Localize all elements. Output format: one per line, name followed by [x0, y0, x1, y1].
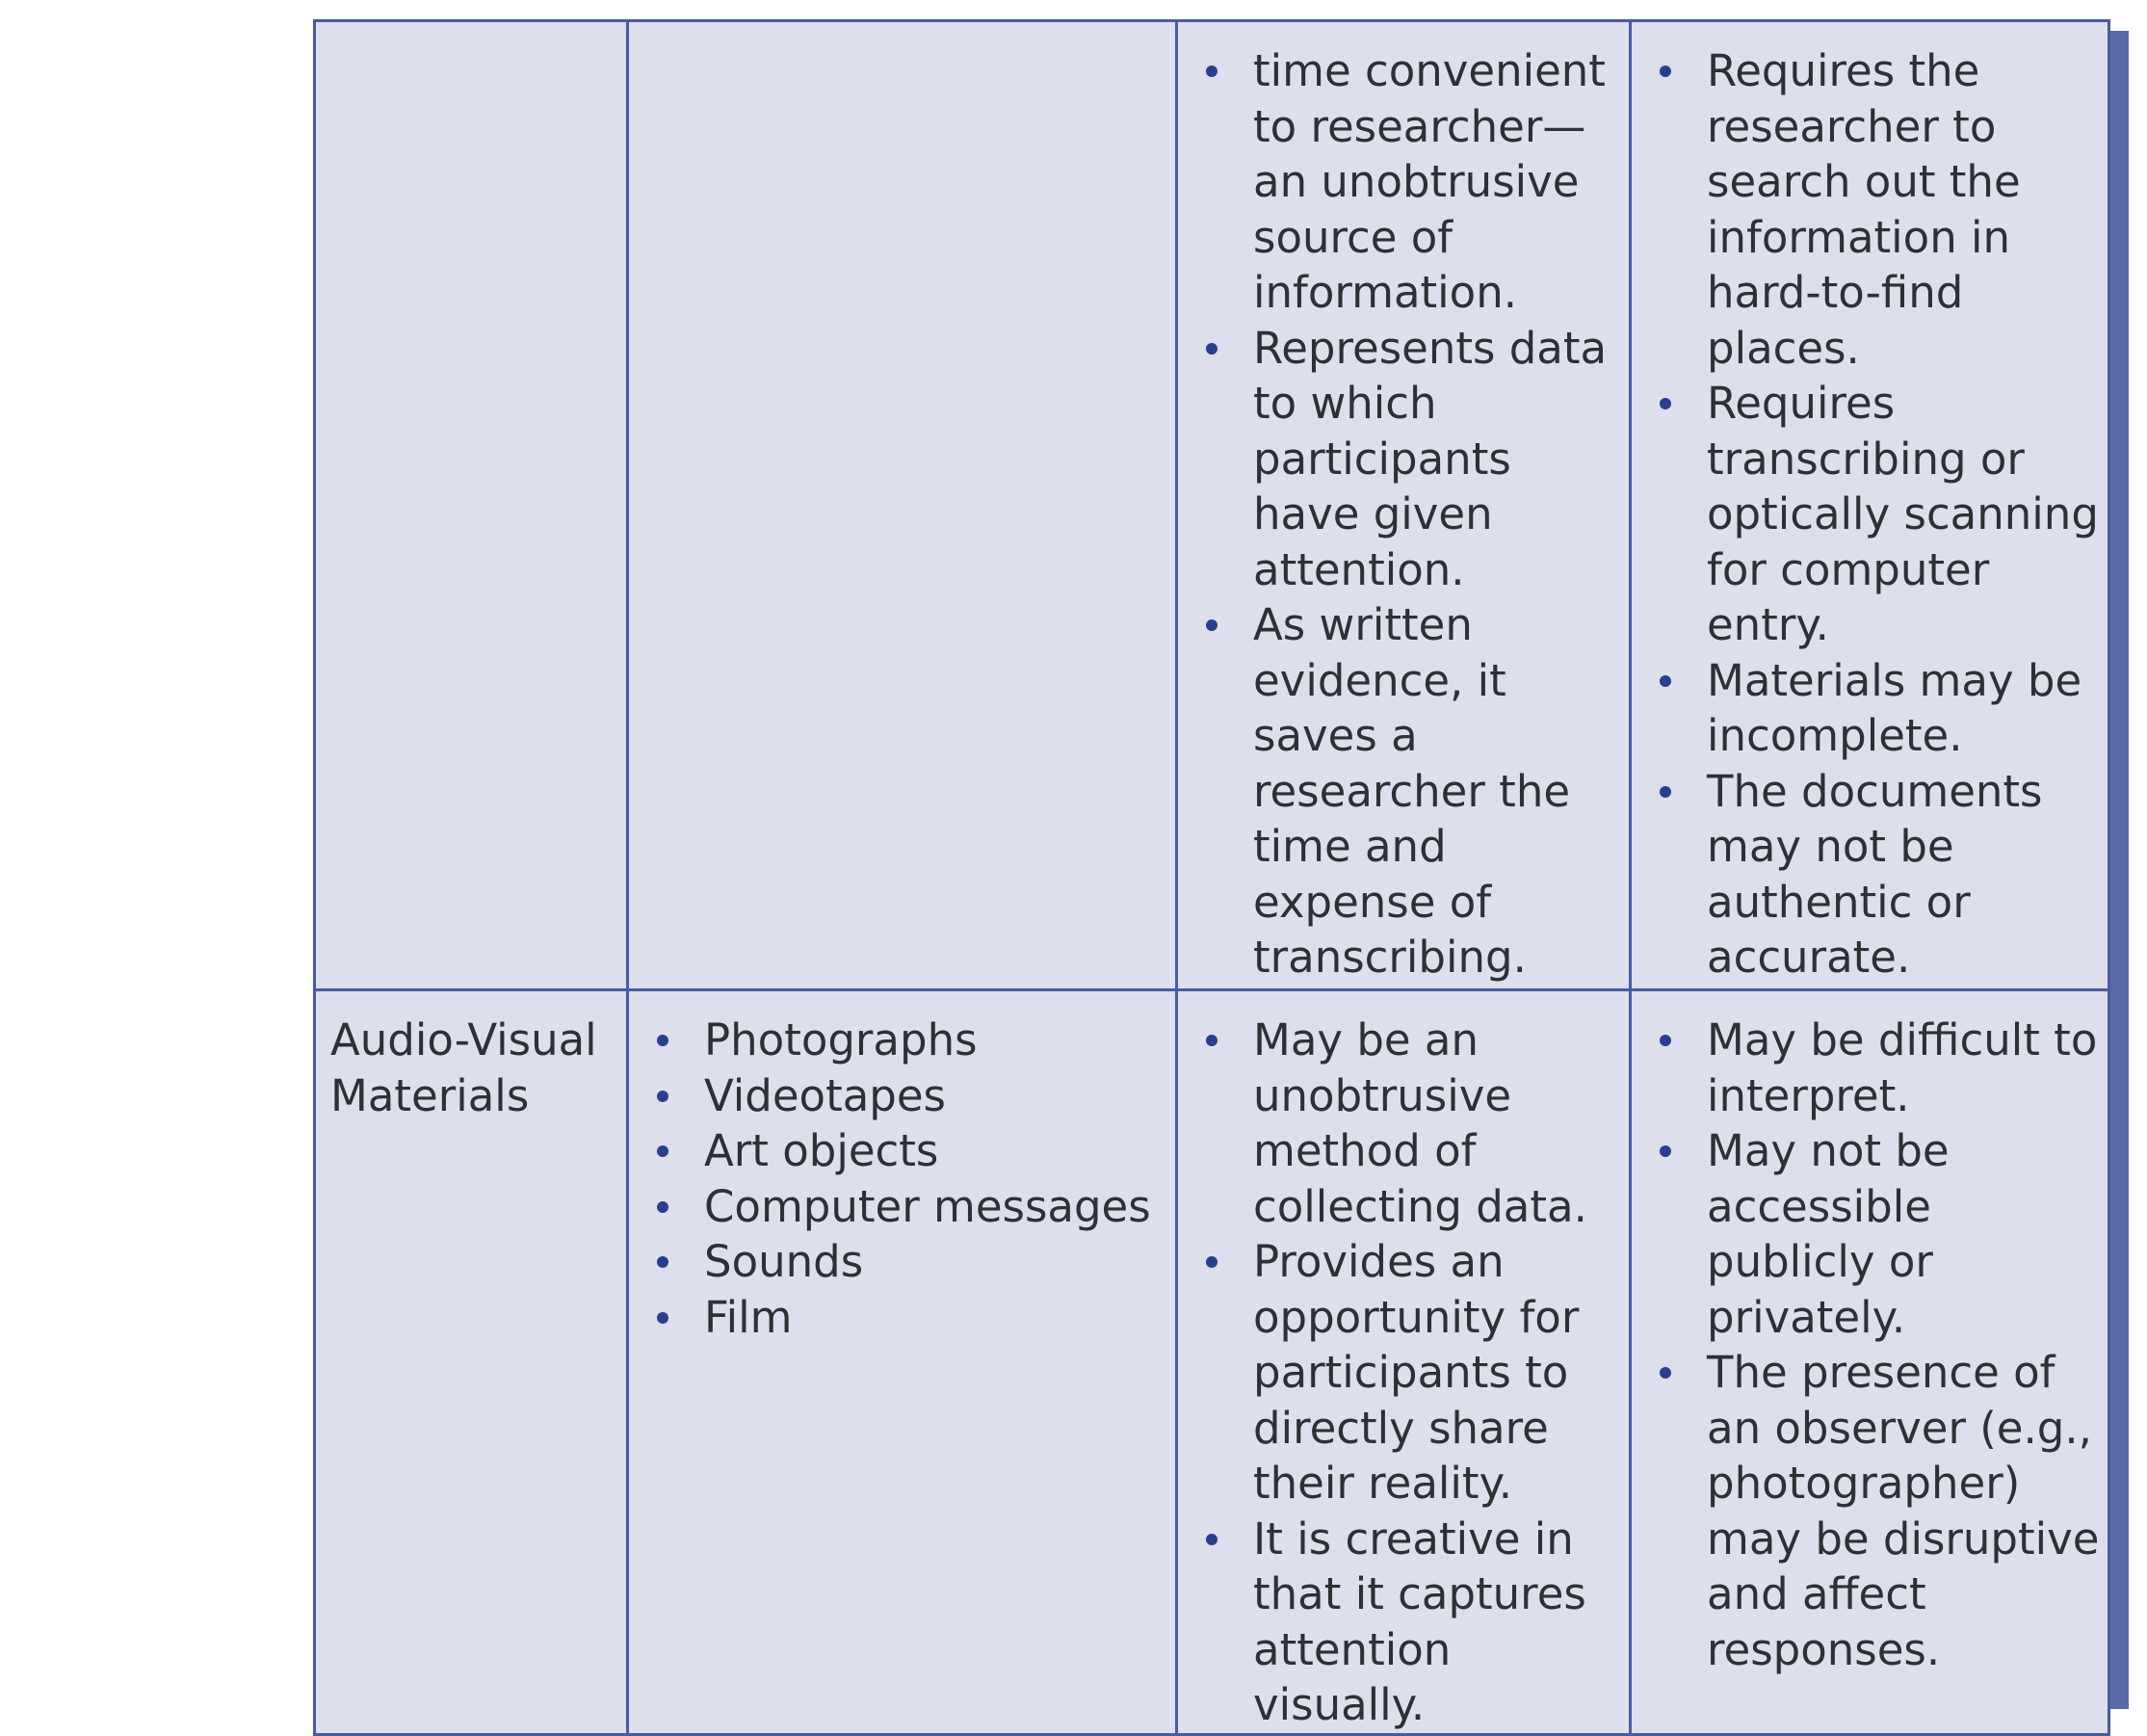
- list-item-text: Sounds: [704, 1236, 864, 1287]
- list-item: [643, 1068, 1165, 1124]
- limitations-cell: [1631, 21, 2109, 990]
- bullet-icon: [1660, 66, 1671, 77]
- list-item-text: May not be accessible publicly or privately.: [1707, 1125, 1950, 1343]
- list-item: [1192, 1234, 1619, 1512]
- list-item-text: Represents data to which participants have given attention.: [1253, 322, 1608, 595]
- list-item: [643, 1290, 1165, 1346]
- list-item-text: Videotapes: [704, 1069, 946, 1121]
- limitations-cell: [1631, 990, 2109, 1735]
- bullet-icon: [657, 1201, 668, 1213]
- advantages-list: [1192, 1013, 1619, 1733]
- list-item: [1646, 1013, 2100, 1123]
- list-item: [1646, 764, 2100, 986]
- list-item: [1646, 43, 2100, 376]
- bullet-icon: [1206, 66, 1218, 77]
- data-collection-table: [313, 19, 2110, 1736]
- bullet-icon: [1206, 343, 1218, 355]
- limitations-list: [1646, 1013, 2100, 1677]
- list-item-text: The documents may not be authentic or accurate.: [1707, 765, 2043, 983]
- list-item-text: Film: [704, 1291, 793, 1343]
- list-item: [643, 1123, 1165, 1179]
- bullet-icon: [657, 1312, 668, 1324]
- list-item-text: Provides an opportunity for participants to directly share their reality.: [1253, 1236, 1580, 1509]
- list-item-text: Requires transcribing or optically scanning for computer entry.: [1707, 378, 2099, 650]
- list-item: [1192, 43, 1619, 321]
- list-item-text: Requires the researcher to search out the information in hard-to-find places.: [1707, 45, 2021, 374]
- bullet-icon: [657, 1091, 668, 1102]
- list-item: [643, 1179, 1165, 1235]
- list-item: [643, 1013, 1165, 1068]
- table-row: [315, 990, 2109, 1735]
- limitations-list: [1646, 43, 2100, 986]
- options-cell: [628, 990, 1177, 1735]
- bullet-icon: [1660, 1035, 1671, 1046]
- list-item-text: As written evidence, it saves a researcher the time and expense of transcribing.: [1253, 599, 1571, 983]
- list-item-text: The presence of an observer (e.g., photographer) may be disruptive and affect responses.: [1707, 1347, 2100, 1675]
- list-item: [1646, 1123, 2100, 1345]
- bullet-icon: [1660, 1367, 1671, 1379]
- list-item: [1646, 1345, 2100, 1677]
- list-item: [1646, 653, 2100, 764]
- bullet-icon: [1206, 1256, 1218, 1268]
- options-cell: [628, 21, 1177, 990]
- list-item-text: time convenient to researcher—an unobtrusive source of information.: [1253, 45, 1606, 318]
- bullet-icon: [657, 1145, 668, 1157]
- bullet-icon: [1206, 1035, 1218, 1046]
- list-item-text: May be difficult to interpret.: [1707, 1014, 2098, 1121]
- list-item: [1646, 376, 2100, 653]
- list-item: [1192, 1512, 1619, 1733]
- bullet-icon: [1660, 786, 1671, 798]
- list-item-text: Computer messages: [704, 1180, 1151, 1232]
- type-cell: [315, 990, 628, 1735]
- list-item: [1192, 321, 1619, 598]
- list-item: [643, 1234, 1165, 1290]
- advantages-cell: [1177, 21, 1631, 990]
- bullet-icon: [1660, 1145, 1671, 1157]
- bullet-icon: [1206, 619, 1218, 631]
- list-item-text: Art objects: [704, 1125, 939, 1176]
- type-label: Audio-Visual Materials: [330, 1014, 597, 1121]
- options-list: [643, 1013, 1165, 1345]
- advantages-cell: [1177, 990, 1631, 1735]
- bullet-icon: [1206, 1534, 1218, 1545]
- table-row: [315, 21, 2109, 990]
- list-item-text: Materials may be incomplete.: [1707, 654, 2082, 761]
- list-item-text: Photographs: [704, 1014, 978, 1065]
- bullet-icon: [657, 1256, 668, 1268]
- list-item-text: It is creative in that it captures attention visually.: [1253, 1512, 1586, 1730]
- bullet-icon: [657, 1035, 668, 1046]
- bullet-icon: [1660, 398, 1671, 409]
- list-item: [1192, 1013, 1619, 1234]
- type-cell: [315, 21, 628, 990]
- list-item-text: May be an unobtrusive method of collecting data.: [1253, 1014, 1587, 1232]
- list-item: [1192, 597, 1619, 986]
- advantages-list: [1192, 43, 1619, 986]
- bullet-icon: [1660, 675, 1671, 687]
